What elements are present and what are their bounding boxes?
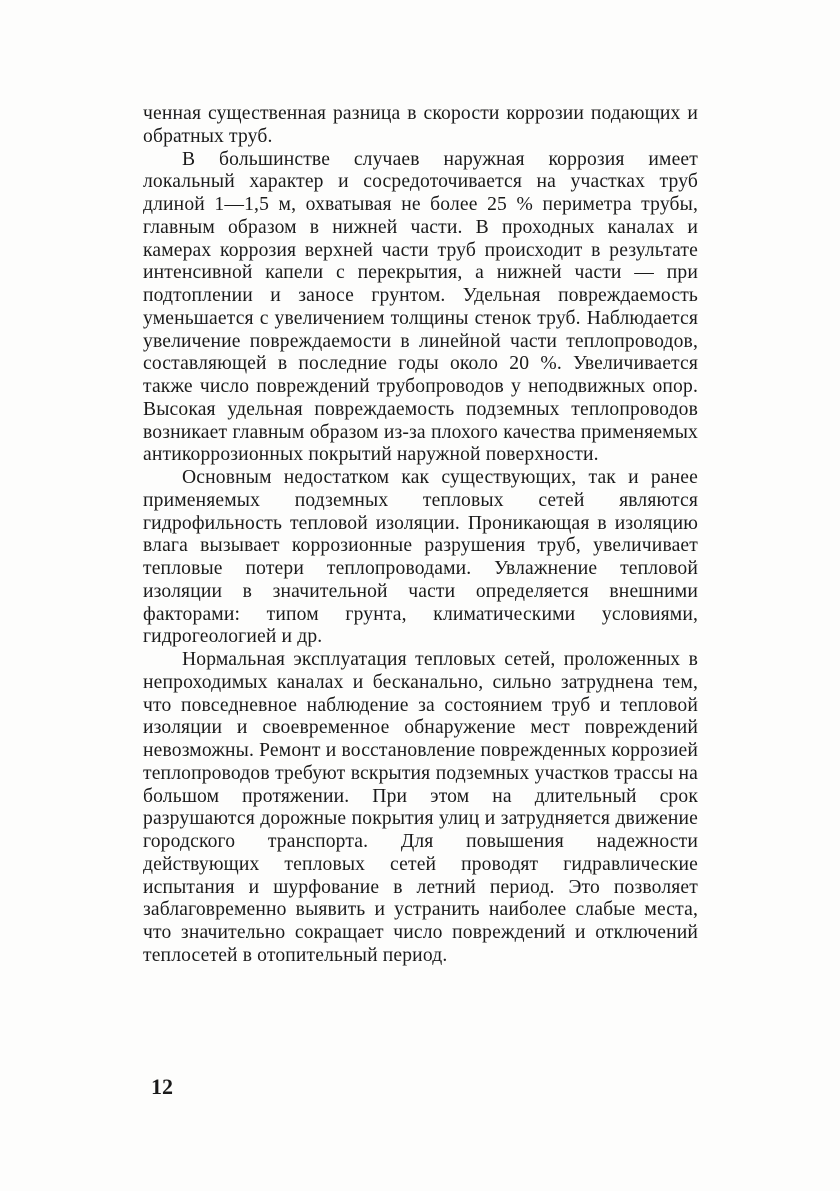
page-number: 12 — [151, 1074, 173, 1099]
body-text — [143, 103, 698, 968]
paragraph-insulation-hydrophilicity: Основным недостатком как существующих, так и ранее применяемых подземных тепловых сетей являются гидрофильность тепловой изоляции. Проникающая в изоляцию влага вызывает коррозионные разрушения труб, увеличивает тепловые потери теплопроводами. Увлажнение тепловой изоляции в значительной части определяется внешними факторами: типом грунта, климатическими условиями, гидрогеологией и др. — [143, 467, 698, 648]
paragraph-network-operation: Нормальная эксплуатация тепловых сетей, проложенных в непроходимых каналах и бесканально, сильно затруднена тем, что повседневное наблюдение за состоянием труб и тепловой изоляции и своевременное обнаружение мест повреждений невозможны. Ремонт и восстановление поврежденных коррозией теплопроводов требуют вскрытия подземных участков трассы на большом протяжении. При этом на длительный срок разрушаются дорожные покрытия улиц и затрудняется движение городского транспорта. Для повышения надежности действующих тепловых сетей проводят гидравлические испытания и шурфование в летний период. Это позволяет заблаговременно выявить и устранить наиболее слабые места, что значительно сокращает число повреждений и отключений теплосетей в отопительный период. — [143, 649, 698, 966]
paragraph-external-corrosion: В большинстве случаев наружная коррозия имеет локальный характер и сосредоточивается на участках труб длиной 1—1,5 м, охватывая не более 25 % периметра трубы, главным образом в нижней части. В проходных каналах и камерах коррозия верхней части труб происходит в результате интенсивной капели с перекрытия, а нижней части — при подтоплении и заносе грунтом. Удельная повреждаемость уменьшается с увеличением толщины стенок труб. Наблюдается увеличение повреждаемости в линейной части теплопроводов, составляющей в последние годы около 20 %. Увеличивается также число повреждений трубопроводов у неподвижных опор. Высокая удельная повреждаемость подземных теплопроводов возникает главным образом из-за плохого качества применяемых антикоррозионных покрытий наружной поверхности. — [143, 148, 698, 466]
paragraph-continuation: ченная существенная разница в скорости коррозии подающих и обратных труб. — [143, 103, 698, 147]
